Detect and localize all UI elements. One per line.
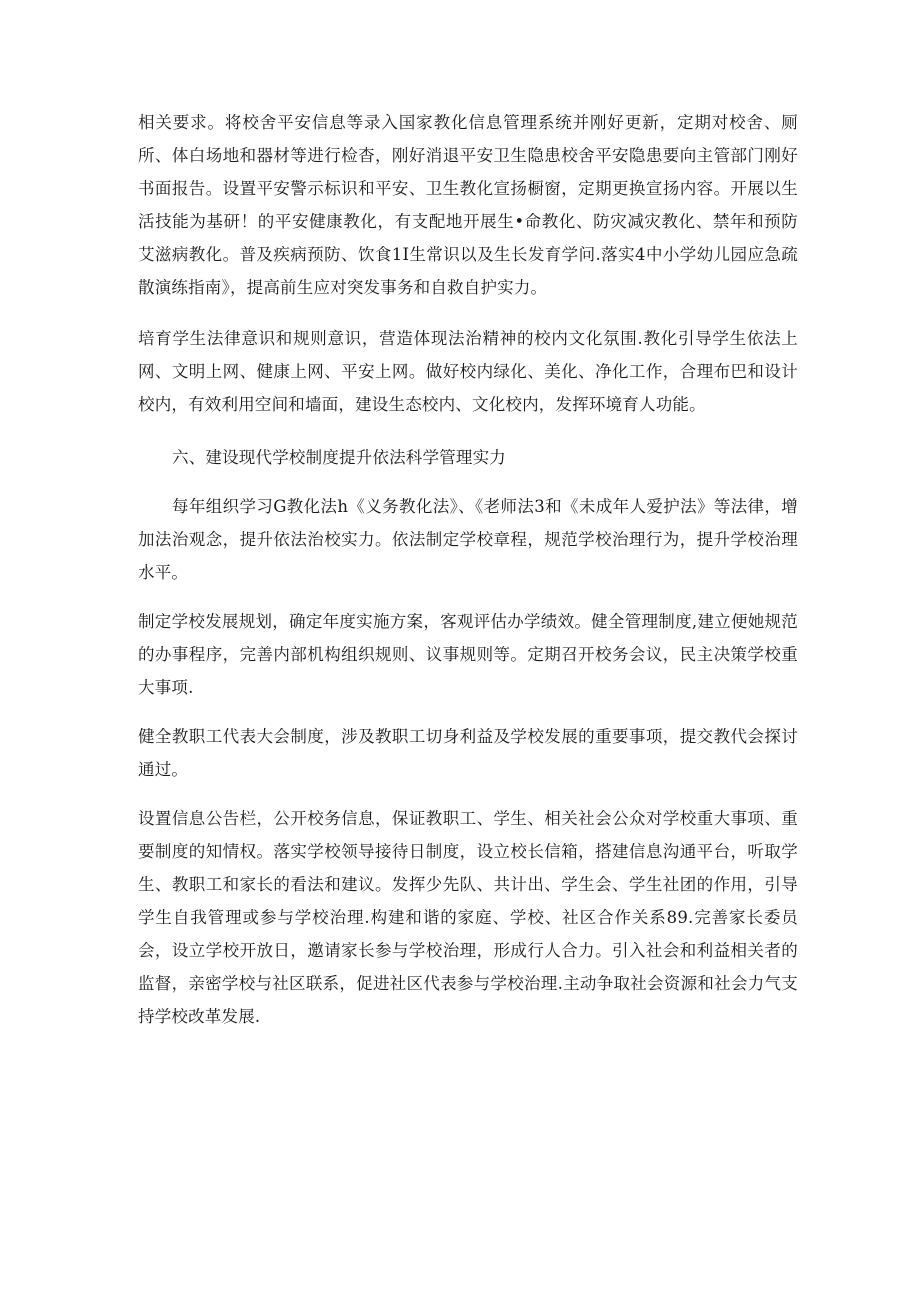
paragraph-staff-congress: 健全教职工代表大会制度，涉及教职工切身利益及学校发展的重要事项，提交教代会探讨通过。: [138, 727, 798, 779]
paragraph-development-plan: 制定学校发展规划，确定年度实施方案，客观评估办学绩效。健全管理制度,建立便她规范的办事程序，完善内部机构组织规则、议事规则等。定期召开校务会议，民主决策学校重大事项.: [138, 612, 798, 697]
section-heading: 六、建设现代学校制度提升依法科学管理实力: [172, 448, 506, 467]
document-page: [138, 106, 798, 1033]
paragraph-safety-requirements: 相关要求。将校舍平安信息等录入国家教化信息管理系统并刚好更新，定期对校舍、厕所、体白场地和器材等进行检杳，刚好消退平安卫生隐患校舍平安隐患要向主管部门刚好书面报告。设置平安警示标识和平安、卫生教化宣扬橱窗，定期更换宣扬内容。开展以生活技能为基研！的平安健康教化，有支配地开展生•命教化、防灾减灾教化、禁年和预防艾滋病教化。普及疾病预防、饮食1I生常识以及生长发育学问.落实4中小学幼儿园应急疏散演练指南》，提高前生应对突发事务和自救自护实力。: [138, 113, 798, 297]
paragraph-legal-awareness: 培育学生法律意识和规则意识，营造体现法治精神的校内文化氛围.教化引导学生依法上网、文明上网、健康上网、平安上网。做好校内绿化、美化、净化工作，合理布巴和设计校内，有效利用空间和墙面，建设生态校内、文化校内，发挥环境育人功能。: [138, 329, 798, 414]
paragraph-information-disclosure: 设置信息公告栏，公开校务信息，保证教职工、学生、相关社会公众对学校重大事项、重要制度的知情权。落实学校领导接待日制度，设立校长信箱，搭建信息沟通平台，听取学生、教职工和家长的看法和建议。发挥少先队、共计出、学生会、学生社团的作用，引导学生自我管理或参与学校治理.构建和谐的家庭、学校、社区合作关系89.完善家长委员会，设立学校开放日，邀请家长参与学校治理，形成行人合力。引入社会和利益相关者的监督，亲密学校与社区联系，促进社区代表参与学校治理.主动争取社会资源和社会力气支持学校改革发展.: [138, 809, 798, 1026]
paragraph-law-study: 每年组织学习G教化法h《义务教化法》、《老师法3和《未成年人爱护法》等法律，增加法治观念，提升依法治校实力。依法制定学校章程，规范学校治理行为，提升学校治理水平。: [138, 497, 798, 582]
